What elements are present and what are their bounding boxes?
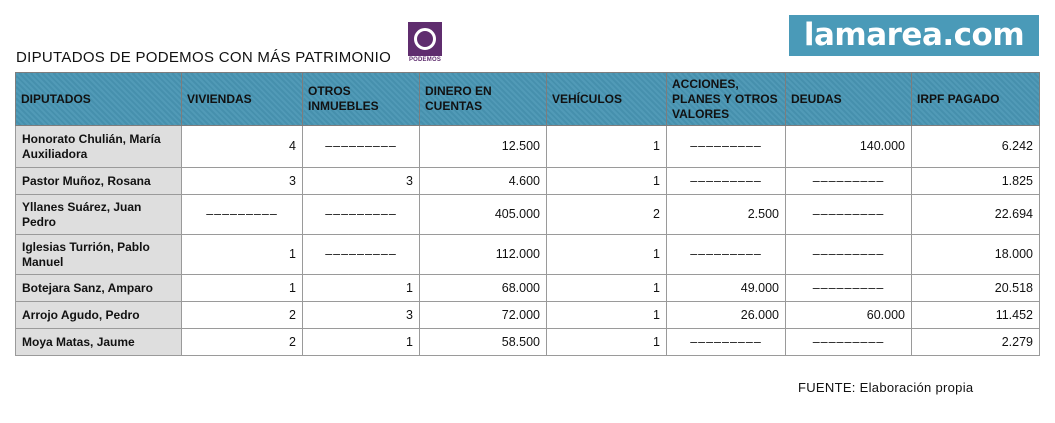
table-cell: 1 [547, 275, 667, 302]
table-cell: ––––––––– [303, 126, 420, 168]
deputy-name-cell: Moya Matas, Jaume [16, 329, 182, 356]
table-cell: ––––––––– [786, 329, 912, 356]
table-row [16, 275, 1040, 302]
table-cell: 112.000 [420, 235, 547, 275]
table-cell: ––––––––– [303, 235, 420, 275]
header-vehiculos: VEHÍCULOS [547, 73, 667, 126]
table-cell: 4.600 [420, 168, 547, 195]
table-cell: ––––––––– [786, 195, 912, 235]
table-cell: 1 [303, 329, 420, 356]
table-cell: 2.279 [912, 329, 1040, 356]
patrimonio-table [15, 72, 1040, 356]
table-header-row [16, 73, 1040, 126]
header-irpf-pagado: IRPF PAGADO [912, 73, 1040, 126]
table-cell: 1 [182, 235, 303, 275]
table-cell: 2 [547, 195, 667, 235]
table-cell: 6.242 [912, 126, 1040, 168]
table-cell: 2 [182, 329, 303, 356]
table-cell: 68.000 [420, 275, 547, 302]
table-cell: 22.694 [912, 195, 1040, 235]
source-note: FUENTE: Elaboración propia [798, 380, 974, 395]
header-deudas: DEUDAS [786, 73, 912, 126]
table-cell: 11.452 [912, 302, 1040, 329]
header-dinero-en-cuentas: DINERO EN CUENTAS [420, 73, 547, 126]
table-row [16, 302, 1040, 329]
table-row [16, 168, 1040, 195]
table-cell: 18.000 [912, 235, 1040, 275]
table-cell: ––––––––– [667, 168, 786, 195]
deputy-name-cell: Honorato Chulián, María Auxiliadora [16, 126, 182, 168]
table-row [16, 235, 1040, 275]
header-acciones: ACCIONES, PLANES Y OTROS VALORES [667, 73, 786, 126]
podemos-logo-text: PODEMOS [408, 57, 442, 63]
table-cell: ––––––––– [667, 329, 786, 356]
header-otros-inmuebles: OTROS INMUEBLES [303, 73, 420, 126]
table-cell: 3 [182, 168, 303, 195]
deputy-name-cell: Arrojo Agudo, Pedro [16, 302, 182, 329]
table-cell: 2 [182, 302, 303, 329]
table-row [16, 126, 1040, 168]
table-cell: 1 [547, 235, 667, 275]
lamarea-logo[interactable]: lamarea.com [789, 15, 1039, 56]
table-cell: 1 [547, 168, 667, 195]
page-title: DIPUTADOS DE PODEMOS CON MÁS PATRIMONIO [16, 49, 392, 66]
table-cell: ––––––––– [667, 235, 786, 275]
deputy-name-cell: Yllanes Suárez, Juan Pedro [16, 195, 182, 235]
table-cell: 72.000 [420, 302, 547, 329]
table-cell: 58.500 [420, 329, 547, 356]
table-cell: 405.000 [420, 195, 547, 235]
table-cell: 1 [182, 275, 303, 302]
table-cell: 3 [303, 302, 420, 329]
table-cell: ––––––––– [786, 235, 912, 275]
table-cell: 1 [547, 329, 667, 356]
table-cell: 3 [303, 168, 420, 195]
table-cell: 1 [303, 275, 420, 302]
header-diputados: DIPUTADOS [16, 73, 182, 126]
table-cell: ––––––––– [303, 195, 420, 235]
table-cell: 12.500 [420, 126, 547, 168]
table-cell: 4 [182, 126, 303, 168]
table-row [16, 329, 1040, 356]
podemos-circle-icon [408, 22, 442, 56]
table-cell: ––––––––– [182, 195, 303, 235]
table-row [16, 195, 1040, 235]
table-cell: 1.825 [912, 168, 1040, 195]
table-cell: ––––––––– [786, 275, 912, 302]
table-cell: 2.500 [667, 195, 786, 235]
table-cell: 49.000 [667, 275, 786, 302]
table-cell: 1 [547, 126, 667, 168]
table-cell: ––––––––– [667, 126, 786, 168]
table-cell: 26.000 [667, 302, 786, 329]
deputy-name-cell: Iglesias Turrión, Pablo Manuel [16, 235, 182, 275]
deputy-name-cell: Botejara Sanz, Amparo [16, 275, 182, 302]
deputy-name-cell: Pastor Muñoz, Rosana [16, 168, 182, 195]
table-cell: 1 [547, 302, 667, 329]
podemos-logo [408, 22, 444, 64]
header-viviendas: VIVIENDAS [182, 73, 303, 126]
table-cell: 20.518 [912, 275, 1040, 302]
table-cell: 60.000 [786, 302, 912, 329]
table-cell: 140.000 [786, 126, 912, 168]
table-cell: ––––––––– [786, 168, 912, 195]
